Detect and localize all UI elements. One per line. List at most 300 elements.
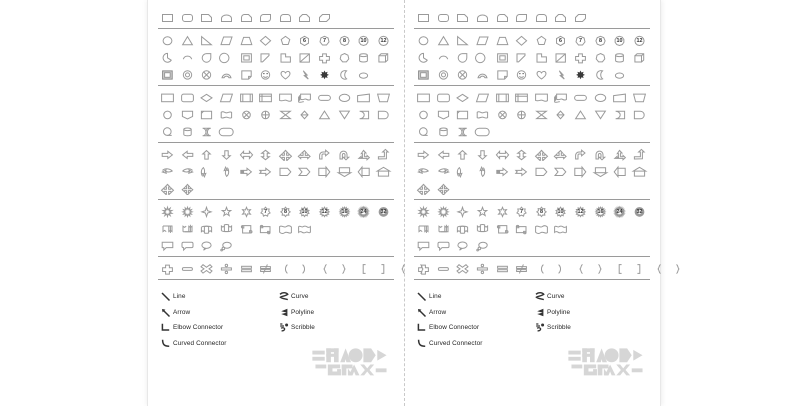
- shape-bent-up-arrow[interactable]: [630, 146, 650, 162]
- shape-bevel[interactable]: [414, 66, 434, 82]
- shape-hexagon-6[interactable]: [551, 32, 571, 48]
- shape-off-page-connector[interactable]: [178, 106, 198, 122]
- shape-display[interactable]: [217, 123, 237, 139]
- shape-half-frame[interactable]: [217, 49, 237, 65]
- shape-l-shape[interactable]: [512, 49, 532, 65]
- shape-curved-down-ribbon[interactable]: [217, 220, 237, 236]
- shape-snip-and-round-rectangle[interactable]: [492, 9, 512, 25]
- shape-division-sign[interactable]: [473, 260, 493, 276]
- shape-internal-storage[interactable]: [256, 89, 276, 105]
- shape-cloud-callout[interactable]: [473, 237, 493, 253]
- shape-up-arrow-callout[interactable]: [630, 163, 650, 179]
- shape-direct-access-storage[interactable]: [453, 123, 473, 139]
- shape-chevron[interactable]: [551, 163, 571, 179]
- shape-regular-pentagon-outline[interactable]: [590, 49, 610, 65]
- shape-right-bracket[interactable]: [295, 260, 315, 276]
- shape-punched-tape[interactable]: [473, 106, 493, 122]
- shape-diamond[interactable]: [256, 32, 276, 48]
- shape-heptagon-7[interactable]: [571, 32, 591, 48]
- shape-snip-single-corner-rectangle[interactable]: [453, 9, 473, 25]
- legend-item-scribble[interactable]: [532, 320, 650, 336]
- shape-curved-right-arrow[interactable]: [158, 163, 178, 179]
- shape-sequential-access-storage[interactable]: [158, 123, 178, 139]
- shape-curved-right-arrow[interactable]: [414, 163, 434, 179]
- shape-minus-sign[interactable]: [178, 260, 198, 276]
- shape-gallery-page-right: [404, 0, 660, 406]
- group-divider: [414, 85, 650, 86]
- shape-curved-up-arrow[interactable]: [453, 163, 473, 179]
- shape-preparation[interactable]: [334, 89, 354, 105]
- shape-vertical-scroll[interactable]: [492, 220, 512, 236]
- shape-quad-arrow-callout[interactable]: [178, 180, 198, 196]
- legend-item-curved-connector[interactable]: [414, 336, 532, 352]
- shape-rounded-rectangle[interactable]: [178, 9, 198, 25]
- shape-left-brace[interactable]: [571, 260, 591, 276]
- shape-terminator[interactable]: [571, 89, 591, 105]
- shape-three-way-arrow[interactable]: [295, 146, 315, 162]
- shape-star-10-point[interactable]: [551, 203, 571, 219]
- shape-star-4-point[interactable]: [453, 203, 473, 219]
- shape-alternate-process[interactable]: [178, 89, 198, 105]
- shape-oval-callout[interactable]: [197, 237, 217, 253]
- group-divider: [414, 142, 650, 143]
- shape-up-down-arrow[interactable]: [512, 146, 532, 162]
- shape-smiley-face[interactable]: [256, 66, 276, 82]
- shape-down-ribbon[interactable]: [178, 220, 198, 236]
- shape-alternate-process[interactable]: [434, 89, 454, 105]
- shape-group-block-arrows: [414, 146, 650, 196]
- shape-connector[interactable]: [414, 106, 434, 122]
- shape-star-32-point[interactable]: [374, 203, 394, 219]
- shape-sequential-access-storage[interactable]: [414, 123, 434, 139]
- shape-left-up-arrow[interactable]: [610, 146, 630, 162]
- shape-cylinder[interactable]: [610, 49, 630, 65]
- shape-right-square-bracket[interactable]: [374, 260, 394, 276]
- shape-cross[interactable]: [571, 49, 591, 65]
- legend-item-curved-connector[interactable]: [158, 336, 276, 352]
- shape-internal-storage[interactable]: [512, 89, 532, 105]
- shape-extract[interactable]: [315, 106, 335, 122]
- shape-row: [414, 66, 650, 82]
- shape-process[interactable]: [158, 89, 178, 105]
- legend-item-label: Curved Connector: [429, 339, 483, 347]
- shape-rectangle[interactable]: [158, 9, 178, 25]
- shape-left-arrow-callout[interactable]: [354, 163, 374, 179]
- shape-chevron[interactable]: [295, 163, 315, 179]
- shape-rectangular-callout[interactable]: [414, 237, 434, 253]
- shape-explosion-2[interactable]: [178, 203, 198, 219]
- shape-l-shape[interactable]: [256, 49, 276, 65]
- shape-notched-right-arrow[interactable]: [256, 163, 276, 179]
- legend-item-line[interactable]: [414, 289, 532, 305]
- shape-equal-sign[interactable]: [492, 260, 512, 276]
- shape-rectangular-callout[interactable]: [158, 237, 178, 253]
- shape-teardrop[interactable]: [453, 49, 473, 65]
- shape-dodecagon-12[interactable]: [374, 32, 394, 48]
- shape-three-way-arrow[interactable]: [551, 146, 571, 162]
- shape-star-12-point[interactable]: [571, 203, 591, 219]
- legend-item-label: Elbow Connector: [173, 324, 224, 332]
- shape-moon[interactable]: [334, 66, 354, 82]
- shape-snip-diagonal-corner-rectangle[interactable]: [571, 9, 591, 25]
- shape-smiley-face[interactable]: [512, 66, 532, 82]
- shape-folded-corner[interactable]: [236, 66, 256, 82]
- shape-down-ribbon[interactable]: [434, 220, 454, 236]
- shape-display[interactable]: [473, 123, 493, 139]
- shape-donut[interactable]: [178, 66, 198, 82]
- shape-arc-chord[interactable]: [434, 49, 454, 65]
- shape-right-arrow[interactable]: [414, 146, 434, 162]
- shape-left-arrow[interactable]: [434, 146, 454, 162]
- shape-bent-arrow[interactable]: [571, 146, 591, 162]
- shape-decagon-10[interactable]: [354, 32, 374, 48]
- shape-down-arrow[interactable]: [473, 146, 493, 162]
- shape-curved-up-arrow[interactable]: [197, 163, 217, 179]
- shape-bevel[interactable]: [158, 66, 178, 82]
- group-divider: [414, 279, 650, 280]
- shape-round-diagonal-corner-rectangle[interactable]: [512, 9, 532, 25]
- shape-quad-arrow-callout[interactable]: [434, 180, 454, 196]
- shape-wave[interactable]: [276, 220, 296, 236]
- shape-not-equal-sign[interactable]: [256, 260, 276, 276]
- shape-not-equal-sign[interactable]: [512, 260, 532, 276]
- shape-star-24-point[interactable]: [610, 203, 630, 219]
- shape-round-same-side-corner-rectangle[interactable]: [276, 9, 296, 25]
- shape-right-brace[interactable]: [334, 260, 354, 276]
- shape-collate[interactable]: [276, 106, 296, 122]
- shape-four-way-arrow[interactable]: [276, 146, 296, 162]
- shape-block-arc[interactable]: [217, 66, 237, 82]
- shape-off-page-connector[interactable]: [434, 106, 454, 122]
- shape-round-diagonal-corner-rectangle[interactable]: [256, 9, 276, 25]
- shape-summing-junction[interactable]: [492, 106, 512, 122]
- shape-explosion-2[interactable]: [434, 203, 454, 219]
- shape-horizontal-scroll[interactable]: [512, 220, 532, 236]
- shape-document[interactable]: [276, 89, 296, 105]
- shape-preparation[interactable]: [590, 89, 610, 105]
- shape-cylinder[interactable]: [354, 49, 374, 65]
- shape-frame[interactable]: [492, 49, 512, 65]
- shape-sort[interactable]: [295, 106, 315, 122]
- shape-left-brace[interactable]: [315, 260, 335, 276]
- shape-manual-input[interactable]: [610, 89, 630, 105]
- shape-horizontal-scroll[interactable]: [256, 220, 276, 236]
- shape-delay[interactable]: [374, 106, 394, 122]
- shape-right-bracket[interactable]: [551, 260, 571, 276]
- shape-cloud[interactable]: [610, 66, 630, 82]
- shape-manual-operation[interactable]: [374, 89, 394, 105]
- shape-star-8-point[interactable]: [532, 203, 552, 219]
- shape-isosceles-triangle[interactable]: [178, 32, 198, 48]
- legend-item-elbow-connector[interactable]: [414, 320, 532, 336]
- shape-donut[interactable]: [434, 66, 454, 82]
- shape-star-5-point[interactable]: [473, 203, 493, 219]
- shape-u-turn-arrow[interactable]: [590, 146, 610, 162]
- shape-diamond[interactable]: [512, 32, 532, 48]
- shape-block-arc[interactable]: [473, 66, 493, 82]
- shape-left-right-arrow[interactable]: [492, 146, 512, 162]
- shape-diagonal-stripe[interactable]: [295, 49, 315, 65]
- shape-snip-diagonal-corner-rectangle[interactable]: [315, 9, 335, 25]
- shape-up-ribbon[interactable]: [414, 220, 434, 236]
- shape-hexagon-6[interactable]: [295, 32, 315, 48]
- shape-group-stars-and-banners: [158, 203, 394, 253]
- shape-left-arrow-callout[interactable]: [610, 163, 630, 179]
- shape-plus-sign[interactable]: [158, 260, 178, 276]
- shape-snip-single-corner-rectangle[interactable]: [197, 9, 217, 25]
- shape-cloud[interactable]: [354, 66, 374, 82]
- shape-star-7-point[interactable]: [512, 203, 532, 219]
- legend-item-elbow-connector[interactable]: [158, 320, 276, 336]
- shape-star-32-point[interactable]: [630, 203, 650, 219]
- shape-diagonal-stripe[interactable]: [551, 49, 571, 65]
- shape-right-arrow[interactable]: [158, 146, 178, 162]
- shape-curved-left-arrow[interactable]: [178, 163, 198, 179]
- shape-pentagon[interactable]: [532, 32, 552, 48]
- shape-stored-data[interactable]: [610, 106, 630, 122]
- shape-rounded-rectangle[interactable]: [434, 9, 454, 25]
- shape-multiply-sign[interactable]: [453, 260, 473, 276]
- shape-magnetic-disk[interactable]: [434, 123, 454, 139]
- shape-decagon-10[interactable]: [610, 32, 630, 48]
- shape-collate[interactable]: [532, 106, 552, 122]
- shape-punched-tape[interactable]: [217, 106, 237, 122]
- shape-curved-left-arrow[interactable]: [434, 163, 454, 179]
- shape-oval[interactable]: [414, 32, 434, 48]
- shape-multidocument[interactable]: [551, 89, 571, 105]
- shape-star-12-point[interactable]: [315, 203, 335, 219]
- shape-rounded-rectangular-callout[interactable]: [434, 237, 454, 253]
- shape-snip-same-side-corner-rectangle[interactable]: [295, 9, 315, 25]
- shape-frame[interactable]: [236, 49, 256, 65]
- shape-curved-down-arrow[interactable]: [217, 163, 237, 179]
- shape-document[interactable]: [532, 89, 552, 105]
- shape-up-down-arrow[interactable]: [256, 146, 276, 162]
- shape-up-arrow[interactable]: [453, 146, 473, 162]
- shape-curved-down-ribbon[interactable]: [473, 220, 493, 236]
- shape-right-square-bracket[interactable]: [630, 260, 650, 276]
- shape-plus-sign[interactable]: [414, 260, 434, 276]
- shape-rounded-rectangular-callout[interactable]: [178, 237, 198, 253]
- shape-star-16-point[interactable]: [334, 203, 354, 219]
- shape-or[interactable]: [256, 106, 276, 122]
- shape-left-up-arrow[interactable]: [354, 146, 374, 162]
- shape-data[interactable]: [473, 89, 493, 105]
- shape-sun[interactable]: [571, 66, 591, 82]
- shape-lightning-bolt[interactable]: [295, 66, 315, 82]
- shape-teardrop[interactable]: [197, 49, 217, 65]
- shape-curved-up-ribbon[interactable]: [453, 220, 473, 236]
- shape-round-single-corner-arch[interactable]: [473, 9, 493, 25]
- shape-star-4-point[interactable]: [197, 203, 217, 219]
- legend-item-polyline[interactable]: [532, 305, 650, 321]
- shape-oval-callout[interactable]: [453, 237, 473, 253]
- shape-minus-sign[interactable]: [434, 260, 454, 276]
- shape-card[interactable]: [197, 106, 217, 122]
- shape-curved-up-ribbon[interactable]: [197, 220, 217, 236]
- shape-octagon-8[interactable]: [590, 32, 610, 48]
- shape-striped-right-arrow[interactable]: [236, 163, 256, 179]
- shape-merge[interactable]: [334, 106, 354, 122]
- shape-star-8-point[interactable]: [276, 203, 296, 219]
- shape-right-arrow-callout[interactable]: [315, 163, 335, 179]
- shape-sun[interactable]: [315, 66, 335, 82]
- shape-trapezoid[interactable]: [236, 32, 256, 48]
- shape-pie[interactable]: [414, 49, 434, 65]
- shape-down-arrow-callout[interactable]: [590, 163, 610, 179]
- shape-right-brace[interactable]: [590, 260, 610, 276]
- shape-corner[interactable]: [276, 49, 296, 65]
- shape-dodecagon-12[interactable]: [630, 32, 650, 48]
- shape-arc-chord[interactable]: [178, 49, 198, 65]
- shape-delay[interactable]: [630, 106, 650, 122]
- shape-heart[interactable]: [276, 66, 296, 82]
- shape-star-6-point[interactable]: [236, 203, 256, 219]
- shape-left-right-up-arrow[interactable]: [158, 180, 178, 196]
- shape-snip-and-round-rectangle[interactable]: [236, 9, 256, 25]
- shape-star-24-point[interactable]: [354, 203, 374, 219]
- shape-cloud-callout[interactable]: [217, 237, 237, 253]
- shape-decision[interactable]: [197, 89, 217, 105]
- shape-round-same-side-corner-rectangle[interactable]: [532, 9, 552, 25]
- svg-text:7: 7: [520, 208, 524, 215]
- shape-manual-input[interactable]: [354, 89, 374, 105]
- shape-row: [414, 9, 650, 25]
- shape-moon[interactable]: [590, 66, 610, 82]
- shape-left-square-bracket[interactable]: [354, 260, 374, 276]
- shape-heptagon-7[interactable]: [315, 32, 335, 48]
- shape-regular-pentagon-outline[interactable]: [334, 49, 354, 65]
- svg-text:7: 7: [264, 208, 268, 215]
- shape-striped-right-arrow[interactable]: [492, 163, 512, 179]
- shape-pentagon-arrow[interactable]: [532, 163, 552, 179]
- shape-corner[interactable]: [532, 49, 552, 65]
- shape-heart[interactable]: [532, 66, 552, 82]
- shape-multiply-sign[interactable]: [197, 260, 217, 276]
- shape-pie[interactable]: [158, 49, 178, 65]
- shape-up-ribbon[interactable]: [158, 220, 178, 236]
- shape-data[interactable]: [217, 89, 237, 105]
- shape-decision[interactable]: [453, 89, 473, 105]
- shape-round-single-corner-arch[interactable]: [217, 9, 237, 25]
- shape-merge[interactable]: [590, 106, 610, 122]
- shape-predefined-process[interactable]: [236, 89, 256, 105]
- shape-graph-logo: [312, 346, 390, 380]
- shape-sort[interactable]: [551, 106, 571, 122]
- shape-oval[interactable]: [158, 32, 178, 48]
- shape-down-arrow-callout[interactable]: [334, 163, 354, 179]
- shape-left-square-bracket[interactable]: [610, 260, 630, 276]
- shape-right-arrow-callout[interactable]: [571, 163, 591, 179]
- legend-item-line[interactable]: [158, 289, 276, 305]
- shape-curved-down-arrow[interactable]: [473, 163, 493, 179]
- shape-star-5-point[interactable]: [217, 203, 237, 219]
- shape-trapezoid[interactable]: [492, 32, 512, 48]
- legend-item-curve[interactable]: [532, 289, 650, 305]
- svg-text:24: 24: [360, 208, 367, 215]
- shape-summing-junction[interactable]: [236, 106, 256, 122]
- shape-right-curly-brace[interactable]: [669, 260, 689, 276]
- shape-parallelogram[interactable]: [217, 32, 237, 48]
- legend-item-polyline[interactable]: [276, 305, 394, 321]
- shape-pentagon[interactable]: [276, 32, 296, 48]
- shape-up-arrow-callout[interactable]: [374, 163, 394, 179]
- shape-terminator[interactable]: [315, 89, 335, 105]
- shape-left-right-up-arrow[interactable]: [414, 180, 434, 196]
- shape-parallelogram[interactable]: [473, 32, 493, 48]
- shape-card[interactable]: [453, 106, 473, 122]
- shape-up-arrow[interactable]: [197, 146, 217, 162]
- shape-or[interactable]: [512, 106, 532, 122]
- shape-right-triangle[interactable]: [197, 32, 217, 48]
- shape-down-arrow[interactable]: [217, 146, 237, 162]
- shape-double-wave[interactable]: [295, 220, 315, 236]
- shape-lightning-bolt[interactable]: [551, 66, 571, 82]
- shape-u-turn-arrow[interactable]: [334, 146, 354, 162]
- shape-octagon-8[interactable]: [334, 32, 354, 48]
- shape-right-triangle[interactable]: [453, 32, 473, 48]
- shape-no-symbol[interactable]: [197, 66, 217, 82]
- shape-division-sign[interactable]: [217, 260, 237, 276]
- shape-star-10-point[interactable]: [295, 203, 315, 219]
- shape-explosion-1[interactable]: [158, 203, 178, 219]
- shape-left-right-arrow[interactable]: [236, 146, 256, 162]
- shape-connector[interactable]: [158, 106, 178, 122]
- shape-predefined-process[interactable]: [492, 89, 512, 105]
- shape-four-way-arrow[interactable]: [532, 146, 552, 162]
- shape-left-bracket[interactable]: [532, 260, 552, 276]
- shape-star-6-point[interactable]: [492, 203, 512, 219]
- shape-half-frame[interactable]: [473, 49, 493, 65]
- shape-cube[interactable]: [374, 49, 394, 65]
- shape-left-arrow[interactable]: [178, 146, 198, 162]
- shape-wave[interactable]: [532, 220, 552, 236]
- legend-item-arrow[interactable]: [158, 305, 276, 321]
- shape-gallery-page-left: [148, 0, 404, 406]
- shape-left-bracket[interactable]: [276, 260, 296, 276]
- shape-isosceles-triangle[interactable]: [434, 32, 454, 48]
- shape-multidocument[interactable]: [295, 89, 315, 105]
- shape-extract[interactable]: [571, 106, 591, 122]
- legend-item-scribble[interactable]: [276, 320, 394, 336]
- shape-double-wave[interactable]: [551, 220, 571, 236]
- shape-cube[interactable]: [630, 49, 650, 65]
- shape-no-symbol[interactable]: [453, 66, 473, 82]
- shape-vertical-scroll[interactable]: [236, 220, 256, 236]
- shape-direct-access-storage[interactable]: [197, 123, 217, 139]
- shape-bent-arrow[interactable]: [315, 146, 335, 162]
- shape-snip-same-side-corner-rectangle[interactable]: [551, 9, 571, 25]
- shape-magnetic-disk[interactable]: [178, 123, 198, 139]
- shape-notched-right-arrow[interactable]: [512, 163, 532, 179]
- shape-rectangle[interactable]: [414, 9, 434, 25]
- shape-pentagon-arrow[interactable]: [276, 163, 296, 179]
- shape-explosion-1[interactable]: [414, 203, 434, 219]
- shape-star-7-point[interactable]: [256, 203, 276, 219]
- shape-bent-up-arrow[interactable]: [374, 146, 394, 162]
- shape-left-curly-brace[interactable]: [649, 260, 669, 276]
- shape-equal-sign[interactable]: [236, 260, 256, 276]
- shape-star-16-point[interactable]: [590, 203, 610, 219]
- shape-manual-operation[interactable]: [630, 89, 650, 105]
- shape-stored-data[interactable]: [354, 106, 374, 122]
- shape-process[interactable]: [414, 89, 434, 105]
- legend-item-arrow[interactable]: [414, 305, 532, 321]
- shape-row: [158, 260, 394, 276]
- shape-cross[interactable]: [315, 49, 335, 65]
- shape-folded-corner[interactable]: [492, 66, 512, 82]
- legend-item-curve[interactable]: [276, 289, 394, 305]
